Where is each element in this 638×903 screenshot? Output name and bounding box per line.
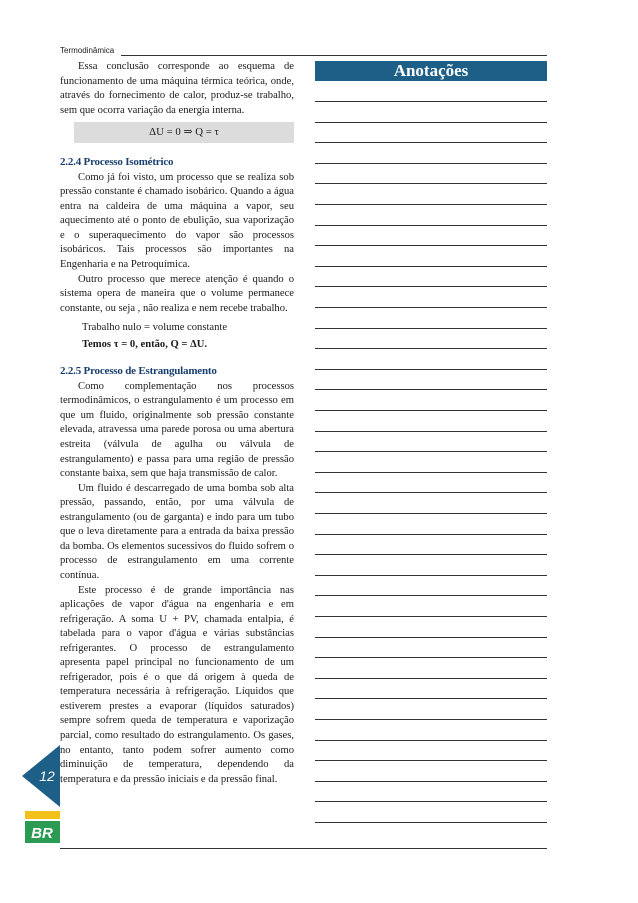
annotation-line [315, 204, 547, 205]
annotation-line [315, 348, 547, 349]
annotation-line [315, 554, 547, 555]
annotation-line [315, 822, 547, 823]
annotation-line [315, 616, 547, 617]
throttling-paragraph-3: Este processo é de grande importância nas aplicações de vapor d'água na engenharia e em refrigeração. A soma U + PV, chamada entalpia, é tabelada para o vapor d'água e várias substâncias refrigerantes. O processo de estrangulamento apresenta papel principal no funcionamento de um refrigerador, pois é o que dá origem à queda de temperatura necessária à refrigeração. Líquidos que estiverem prestes a evaporar (líquidos saturados) sempre sofrem queda de temperatura e vaporização parcial, como resultado do estrangulamento. Os gases, no entanto, tanto podem sofrer aumento como diminuição de temperatura, dependendo da temperatura e da pressão iniciais e da pressão final. [60, 584, 294, 785]
annotations-title: Anotações [393, 61, 469, 80]
annotation-line [315, 534, 547, 535]
annotation-line [315, 698, 547, 699]
annotation-line [315, 163, 547, 164]
annotation-line [315, 431, 547, 432]
intro-paragraph: Essa conclusão corresponde ao esquema de funcionamento de uma máquina térmica teórica, onde, através do fornecimento de calor, produz-se trabalho, sem que ocorra variação da energia interna. [60, 61, 294, 116]
page-number: 12 [39, 768, 55, 784]
intro-formula-box [74, 122, 294, 143]
annotation-line [315, 101, 547, 102]
isometric-equation-2: Temos τ = 0, então, Q = ΔU. [82, 338, 208, 350]
page-number-badge [20, 745, 60, 845]
header-rule [121, 55, 547, 56]
annotation-line [315, 719, 547, 720]
annotation-line [315, 410, 547, 411]
annotation-line [315, 183, 547, 184]
annotation-line [315, 225, 547, 226]
annotation-line [315, 307, 547, 308]
annotation-line [315, 472, 547, 473]
annotation-line [315, 637, 547, 638]
annotation-line [315, 245, 547, 246]
annotation-line [315, 328, 547, 329]
annotation-line [315, 492, 547, 493]
annotation-line [315, 513, 547, 514]
annotation-lines [315, 81, 547, 841]
throttling-paragraph-1: Como complementação nos processos termodinâmicos, o estrangulamento é um processo em que um fluido, originalmente sob pressão constante elevada, atravessa uma parede porosa ou uma abertura estreita (válvula de agulha ou válvula de estrangulamento) e passa para uma região de pressão constante baixa, sem que haja transmissão de calor. [60, 380, 294, 480]
annotation-line [315, 760, 547, 761]
annotation-line [315, 369, 547, 370]
section-title-throttling: 2.2.5 Processo de Estrangulamento [60, 365, 217, 378]
annotation-line [315, 781, 547, 782]
isometric-paragraph-2: Outro processo que merece atenção é quando o sistema opera de maneira que o volume permanece constante, ou seja , não realiza e nem recebe trabalho. [60, 273, 294, 314]
throttling-paragraph-2: Um fluido é descarregado de uma bomba sob alta pressão, passando, então, por uma válvula de estrangulamento (ou de garganta) e indo para um tubo que o leva diretamente para a entrada da baixa pressão da bomba. Os elementos sucessivos do fluido sofrem o processo de estrangulamento em uma corrente contínua. [60, 482, 294, 581]
annotation-line [315, 451, 547, 452]
annotation-line [315, 575, 547, 576]
section-title-isometric: 2.2.4 Processo Isométrico [60, 156, 174, 169]
running-title: Termodinâmica [60, 46, 115, 55]
annotation-line [315, 801, 547, 802]
main-column [60, 60, 294, 787]
logo-yellow-bar [25, 811, 60, 819]
isometric-equation-1: Trabalho nulo = volume constante [82, 322, 228, 334]
running-header [60, 46, 547, 58]
annotation-line [315, 657, 547, 658]
annotation-line [315, 595, 547, 596]
annotation-line [315, 122, 547, 123]
annotation-line [315, 740, 547, 741]
br-logo-text: BR [31, 825, 53, 842]
intro-formula: ΔU = 0 ⇒ Q = τ [149, 126, 219, 139]
annotation-line [315, 678, 547, 679]
annotation-line [315, 286, 547, 287]
annotation-line [315, 142, 547, 143]
annotation-line [315, 389, 547, 390]
bottom-rule [60, 848, 547, 849]
annotation-line [315, 266, 547, 267]
annotations-header [315, 61, 547, 81]
isometric-paragraph-1: Como já foi visto, um processo que se realiza sob pressão constante é chamado isobárico. Quando a água entra na caldeira de uma máquina a vapor, seu aquecimento até o ponto de ebulição, sua vaporização e o superaquecimento do vapor são processos isobáricos. Tais processos são importantes na Engenharia e na Petroquímica. [60, 171, 294, 271]
